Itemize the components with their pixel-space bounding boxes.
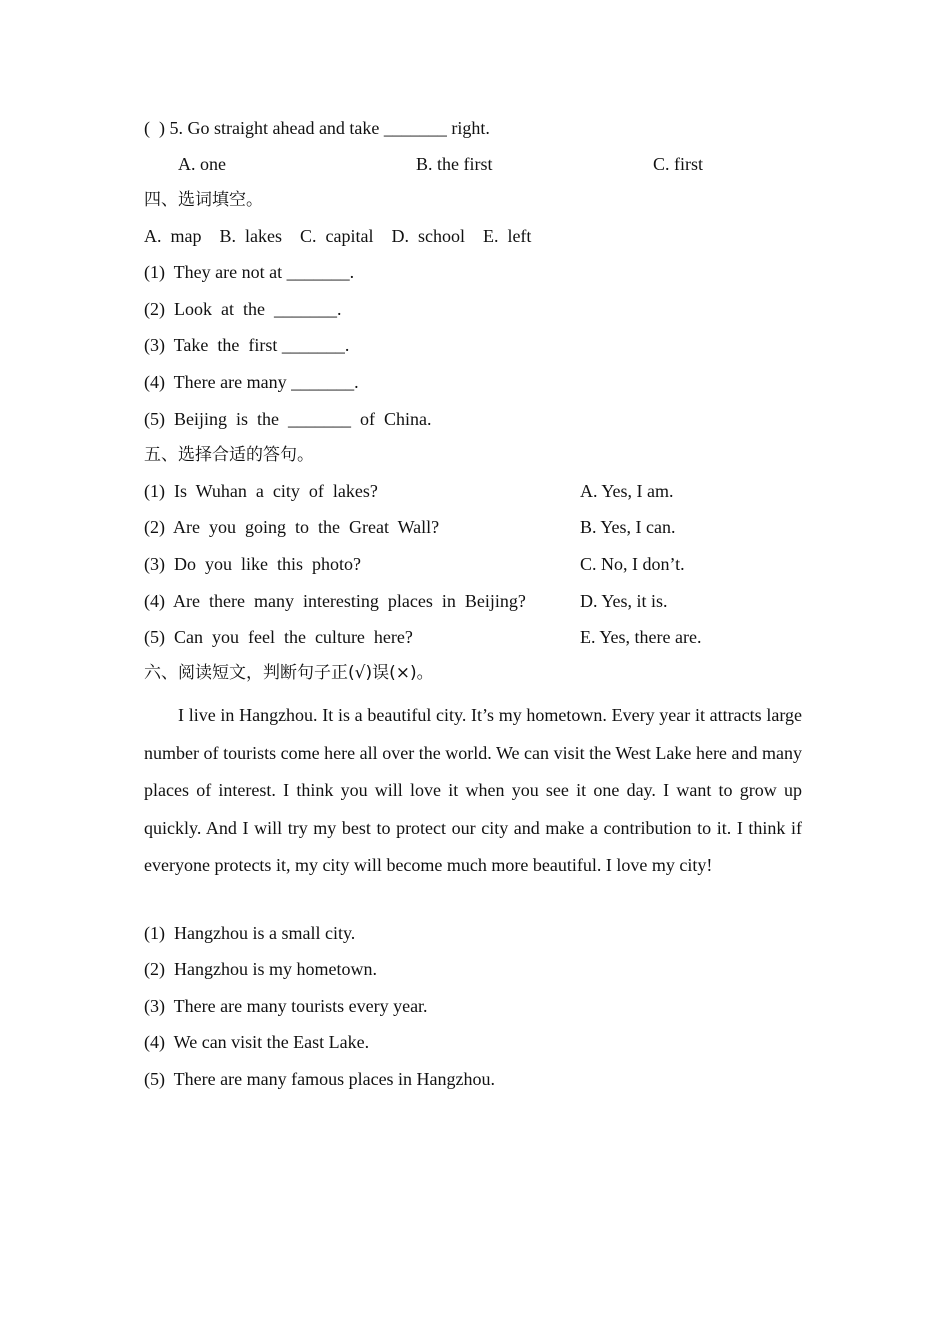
word-bank: A. map B. lakes C. capital D. school E. left (144, 226, 532, 246)
match-question: (4) Are there many interesting places in Beijing? (144, 591, 526, 611)
match-answer: B. Yes, I can. (580, 517, 676, 537)
match-answer: A. Yes, I am. (580, 481, 674, 501)
match-question: (2) Are you going to the Great Wall? (144, 517, 440, 537)
match-answer: C. No, I don’t. (580, 554, 685, 574)
fill-item: (2) Look at the _______. (144, 299, 342, 319)
judge-item: (1) Hangzhou is a small city. (144, 923, 356, 943)
question-5-stem: ( ) 5. Go straight ahead and take _______ right. (144, 118, 490, 138)
fill-item: (4) There are many _______. (144, 372, 359, 392)
q5-option-b: B. the first (416, 154, 493, 174)
fill-item: (3) Take the first _______. (144, 335, 350, 355)
judge-item: (3) There are many tourists every year. (144, 996, 428, 1016)
judge-item: (2) Hangzhou is my hometown. (144, 959, 377, 979)
match-answer: E. Yes, there are. (580, 627, 702, 647)
q5-option-a: A. one (178, 154, 226, 174)
match-answer: D. Yes, it is. (580, 591, 668, 611)
section-6-heading: 六、阅读短文，判断句子正(√)误(×)。 (144, 663, 434, 683)
match-question: (5) Can you feel the culture here? (144, 627, 413, 647)
match-question: (3) Do you like this photo? (144, 554, 361, 574)
section-4-heading: 四、选词填空。 (144, 190, 263, 210)
fill-item: (1) They are not at _______. (144, 262, 355, 282)
match-question: (1) Is Wuhan a city of lakes? (144, 481, 378, 501)
section-5-heading: 五、选择合适的答句。 (144, 445, 314, 465)
fill-item: (5) Beijing is the _______ of China. (144, 409, 432, 429)
judge-item: (5) There are many famous places in Hangzhou. (144, 1069, 496, 1089)
reading-passage: I live in Hangzhou. It is a beautiful city. It’s my hometown. Every year it attracts large number of tourists come here all over the world. We can visit the West Lake here and many places of interest. I think you will love it when you see it one day. I want to grow up quickly. And I will try my best to protect our city and make a contribution to it. I think if everyone protects it, my city will become much more beautiful. I love my city! (144, 705, 802, 875)
judge-item: (4) We can visit the East Lake. (144, 1032, 370, 1052)
q5-option-c: C. first (653, 154, 704, 174)
